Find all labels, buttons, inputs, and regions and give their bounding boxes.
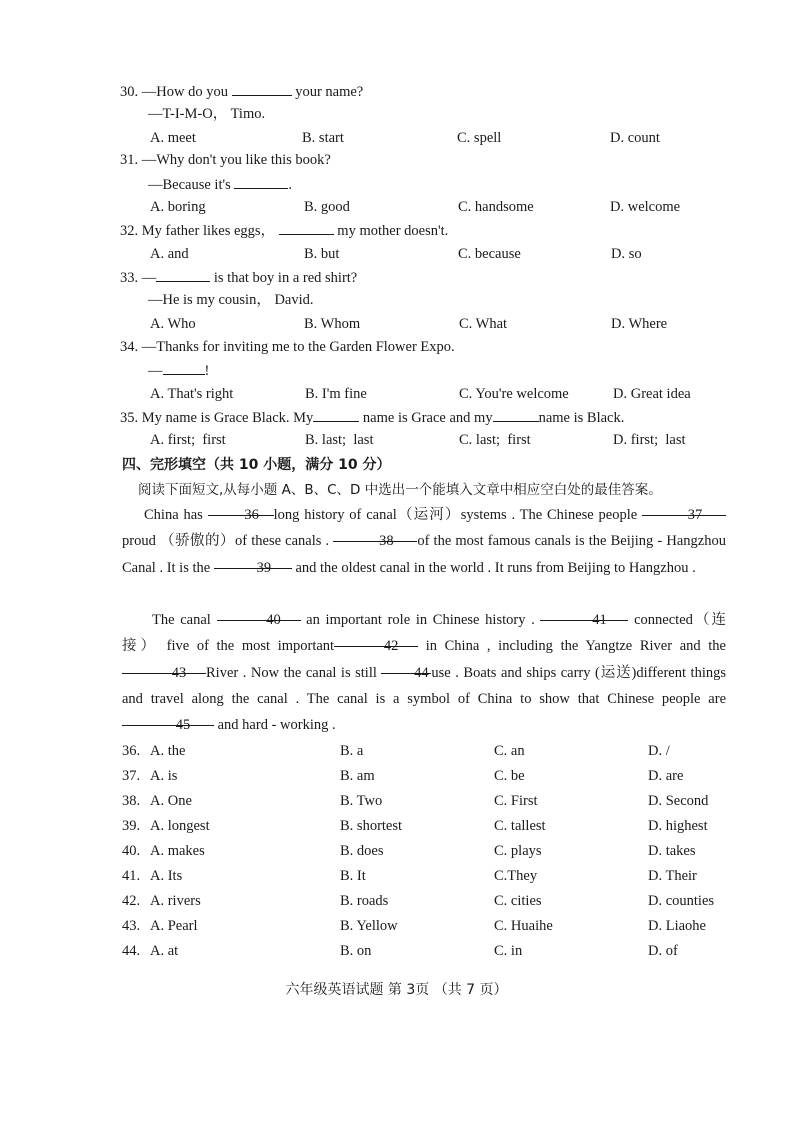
q35-stem-middle: name is Grace and my (359, 410, 493, 426)
cloze-option-row (0, 842, 793, 860)
p2-text-a: The canal (152, 612, 217, 628)
q34-blank (163, 361, 205, 375)
q33-option-c: C. What (459, 316, 508, 332)
cloze-option-d: D. / (648, 743, 670, 759)
blank-38: 38 (333, 528, 417, 542)
q30-reply: —T-I-M-O， Timo. (148, 106, 266, 122)
q30-options (0, 129, 793, 147)
question-32 (120, 221, 448, 240)
blank-43: 43 (122, 660, 206, 674)
cloze-option-c: C. plays (494, 843, 542, 859)
q34-option-a: A. That's right (150, 386, 234, 402)
blank-40: 40 (217, 607, 301, 621)
cloze-option-a: A. is (150, 768, 178, 784)
cloze-option-c: C. an (494, 743, 525, 759)
cloze-option-a: A. rivers (150, 893, 201, 909)
cloze-option-row (0, 917, 793, 935)
q34-reply-start: — (148, 363, 163, 379)
passage-paragraph-2 (122, 607, 726, 738)
cloze-question-number: 41. (122, 868, 141, 884)
cloze-question-number: 40. (122, 843, 141, 859)
blank-41: 41 (540, 607, 628, 621)
q34-reply (148, 361, 209, 380)
cloze-option-row (0, 792, 793, 810)
cloze-option-c: C. tallest (494, 818, 546, 834)
p2-text-f: use . Boats and ships carry (运送)different things and travel along the canal . The canal is a symbol of China to show that Chinese people are (122, 664, 726, 707)
cloze-option-a: A. Its (150, 868, 183, 884)
q34-reply-end: ! (204, 363, 210, 379)
q35-stem-start: 35. My name is Grace Black. My (120, 410, 314, 426)
cloze-option-c: C. cities (494, 893, 542, 909)
question-35 (120, 408, 624, 427)
q35-option-a: A. first; first (150, 432, 226, 448)
p2-text-g: and hard - working . (214, 717, 336, 734)
cloze-option-c: C. First (494, 793, 538, 809)
q34-option-d: D. Great idea (613, 386, 691, 402)
cloze-question-number: 42. (122, 893, 141, 909)
cloze-question-number: 43. (122, 918, 141, 934)
cloze-option-b: B. on (340, 943, 372, 959)
cloze-option-row (0, 867, 793, 885)
cloze-option-row (0, 742, 793, 760)
cloze-option-b: B. am (340, 768, 375, 784)
cloze-question-number: 37. (122, 768, 141, 784)
cloze-option-c: C. in (494, 943, 523, 959)
q35-options (0, 431, 793, 449)
cloze-option-row (0, 942, 793, 960)
q31-blank (234, 175, 288, 189)
q31-option-a: A. boring (150, 199, 206, 215)
cloze-option-b: B. does (340, 843, 384, 859)
q35-blank-1 (313, 408, 359, 422)
q30-option-c: C. spell (457, 130, 502, 146)
p1-text-a: China has (144, 507, 208, 523)
blank-39: 39 (214, 555, 292, 569)
cloze-option-a: A. Pearl (150, 918, 198, 934)
p1-text-d: of the most famous canals is the Beijing - Hangzhou Canal . It is the (122, 533, 726, 576)
p2-text-c: connected（连接） five of the most important (122, 612, 726, 655)
cloze-question-number: 39. (122, 818, 141, 834)
q31-reply (148, 175, 292, 194)
cloze-option-d: D. Their (648, 868, 697, 884)
q33-options (0, 315, 793, 333)
q30-option-d: D. count (610, 130, 660, 146)
blank-45: 45 (122, 712, 214, 726)
cloze-option-b: B. Two (340, 793, 383, 809)
cloze-option-a: A. makes (150, 843, 205, 859)
p1-text-b: long history of canal（运河）systems . The Chinese people (273, 507, 643, 523)
q33-option-d: D. Where (611, 316, 668, 332)
q31-reply-start: —Because it's (148, 177, 235, 193)
blank-36: 36 (208, 502, 274, 516)
cloze-option-row (0, 767, 793, 785)
blank-37: 37 (642, 502, 726, 516)
q30-stem-start: 30. —How do you (120, 84, 232, 100)
cloze-option-d: D. takes (648, 843, 696, 859)
cloze-option-row (0, 892, 793, 910)
question-33 (120, 268, 357, 287)
blank-44: 44 (381, 660, 431, 674)
q32-stem-end: my mother doesn't. (333, 223, 449, 239)
q34-options (0, 385, 793, 403)
q33-option-b: B. Whom (304, 316, 361, 332)
cloze-question-number: 36. (122, 743, 141, 759)
cloze-option-c: C. Huaihe (494, 918, 553, 934)
cloze-option-a: A. One (150, 793, 192, 809)
q34-option-b: B. I'm fine (305, 386, 367, 402)
blank-42: 42 (334, 633, 418, 647)
cloze-option-a: A. longest (150, 818, 210, 834)
question-30 (120, 82, 363, 101)
q35-stem-end: name is Black. (538, 410, 625, 426)
section-4-instruction: 阅读下面短文,从每小题 A、B、C、D 中选出一个能填入文章中相应空白处的最佳答案。 (138, 482, 662, 498)
cloze-option-b: B. a (340, 743, 364, 759)
cloze-option-d: D. Liaohe (648, 918, 706, 934)
q33-stem-start: 33. — (120, 270, 157, 286)
q33-blank (156, 268, 210, 282)
q31-reply-end: . (288, 177, 292, 193)
cloze-option-d: D. highest (648, 818, 708, 834)
page-footer: 六年级英语试题 第 3页 （共 7 页） (285, 982, 508, 998)
q33-reply: —He is my cousin， David. (148, 292, 314, 308)
cloze-option-c: C.They (494, 868, 538, 884)
section-4-title: 四、完形填空（共 10 小题，满分 10 分） (122, 457, 391, 473)
q35-blank-2 (493, 408, 539, 422)
cloze-option-b: B. shortest (340, 818, 403, 834)
q32-option-c: C. because (458, 246, 521, 262)
q30-option-b: B. start (302, 130, 344, 146)
q31-option-b: B. good (304, 199, 350, 215)
q33-stem-end: is that boy in a red shirt? (210, 270, 358, 286)
q35-option-d: D. first; last (613, 432, 686, 448)
passage-paragraph-1 (122, 502, 726, 581)
q30-blank (232, 82, 292, 96)
q35-option-b: B. last; last (305, 432, 374, 448)
question-31: 31. —Why don't you like this book? (120, 152, 331, 168)
p2-text-b: an important role in Chinese history . (300, 612, 541, 628)
cloze-option-a: A. the (150, 743, 186, 759)
q33-option-a: A. Who (150, 316, 196, 332)
q32-option-d: D. so (611, 246, 642, 262)
cloze-option-a: A. at (150, 943, 179, 959)
q30-option-a: A. meet (150, 130, 196, 146)
q32-stem-start: 32. My father likes eggs， (120, 223, 279, 239)
cloze-option-b: B. Yellow (340, 918, 398, 934)
cloze-option-d: D. Second (648, 793, 709, 809)
p2-text-d: in China , including the Yangtze River and the (418, 638, 726, 655)
q32-options (0, 245, 793, 263)
cloze-option-b: B. It (340, 868, 366, 884)
p1-text-c: proud （骄傲的）of these canals . (122, 533, 334, 550)
cloze-question-number: 44. (122, 943, 141, 959)
cloze-option-d: D. are (648, 768, 684, 784)
cloze-question-number: 38. (122, 793, 141, 809)
cloze-option-d: D. counties (648, 893, 715, 909)
cloze-option-d: D. of (648, 943, 678, 959)
q34-option-c: C. You're welcome (459, 386, 569, 402)
cloze-option-row (0, 817, 793, 835)
q31-option-d: D. welcome (610, 199, 681, 215)
cloze-option-b: B. roads (340, 893, 389, 909)
p1-text-e: and the oldest canal in the world . It runs from Beijing to Hangzhou . (291, 559, 696, 576)
q30-stem-end: your name? (291, 84, 364, 100)
q32-option-a: A. and (150, 246, 189, 262)
q31-option-c: C. handsome (458, 199, 534, 215)
cloze-option-c: C. be (494, 768, 525, 784)
question-34: 34. —Thanks for inviting me to the Garden Flower Expo. (120, 339, 455, 355)
q35-option-c: C. last; first (459, 432, 531, 448)
q32-blank (279, 221, 334, 235)
q31-options (0, 198, 793, 216)
q32-option-b: B. but (304, 246, 340, 262)
p2-text-e: River . Now the canal is still (206, 664, 382, 681)
